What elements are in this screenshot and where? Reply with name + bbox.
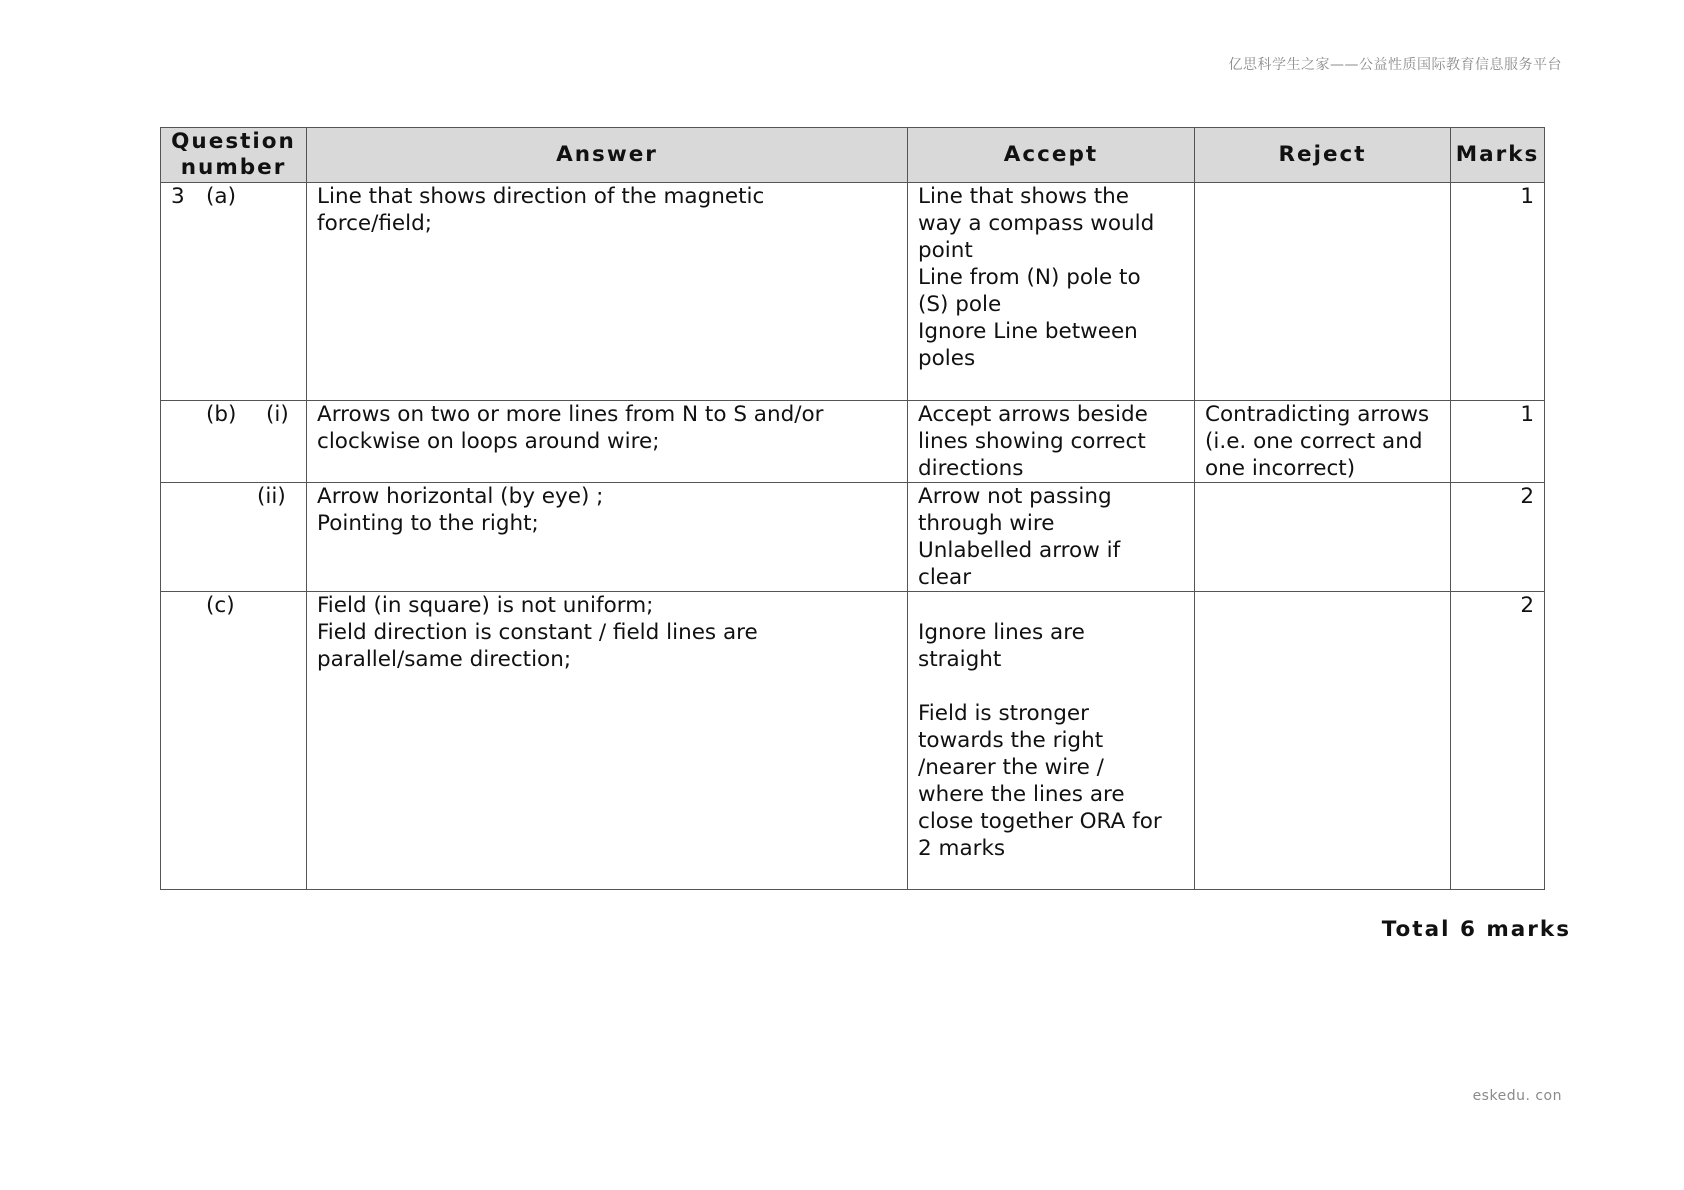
accept-line: towards the right <box>918 728 1104 753</box>
blank-line <box>918 592 1184 619</box>
question-part-label: (c) <box>206 593 235 618</box>
accept-line: close together ORA for <box>918 809 1162 834</box>
reject-cell <box>1195 592 1451 890</box>
question-number-header <box>161 128 307 183</box>
answer-header: Answer <box>307 128 908 183</box>
site-header-text: 亿思科学生之家——公益性质国际教育信息服务平台 <box>1228 57 1562 73</box>
marks-cell: 2 <box>1451 483 1545 592</box>
accept-cell <box>908 483 1195 592</box>
table-row <box>161 183 1545 401</box>
accept-line: where the lines are <box>918 782 1125 807</box>
reject-cell <box>1195 483 1451 592</box>
accept-line: Ignore Line between <box>918 319 1138 344</box>
accept-line: through wire <box>918 511 1055 536</box>
accept-line: way a compass would <box>918 211 1155 236</box>
question-main-number: 3 <box>171 184 185 209</box>
answer-line: Line that shows direction of the magnetic <box>317 184 765 209</box>
answer-line: Pointing to the right; <box>317 511 539 536</box>
accept-line: 2 marks <box>918 836 1006 861</box>
accept-line: lines showing correct <box>918 429 1146 454</box>
answer-line: clockwise on loops around wire; <box>317 429 660 454</box>
question-header-line: Question <box>171 129 296 154</box>
marks-cell: 1 <box>1451 401 1545 483</box>
blank-line <box>918 673 1184 700</box>
question-number-cell <box>161 183 307 401</box>
answer-line: Arrow horizontal (by eye) ; <box>317 484 604 509</box>
site-footer-text: eskedu. con <box>1472 1088 1562 1104</box>
accept-line: point <box>918 238 973 263</box>
accept-line: /nearer the wire / <box>918 755 1104 780</box>
header-row <box>161 128 1545 183</box>
question-number-cell <box>161 592 307 890</box>
question-number-cell <box>161 401 307 483</box>
accept-line: poles <box>918 346 976 371</box>
accept-line: (S) pole <box>918 292 1002 317</box>
reject-cell <box>1195 401 1451 483</box>
answer-line: force/field; <box>317 211 433 236</box>
question-subpart-label: (i) <box>266 402 289 427</box>
question-part-label: (a) <box>206 184 236 209</box>
answer-line: Field direction is constant / field lines are <box>317 620 758 645</box>
reject-line: (i.e. one correct and <box>1205 429 1423 454</box>
total-marks: Total 6 marks <box>1381 917 1571 942</box>
table-row <box>161 483 1545 592</box>
reject-cell <box>1195 183 1451 401</box>
accept-line: Field is stronger <box>918 701 1089 726</box>
question-subpart-label: (ii) <box>257 484 286 509</box>
accept-line: Ignore lines are <box>918 620 1085 645</box>
reject-line: one incorrect) <box>1205 456 1356 481</box>
answer-cell <box>307 183 908 401</box>
accept-cell <box>908 183 1195 401</box>
accept-line: Unlabelled arrow if <box>918 538 1121 563</box>
question-part-label: (b) <box>206 402 237 427</box>
marks-header: Marks <box>1451 128 1545 183</box>
accept-line: directions <box>918 456 1024 481</box>
marks-cell: 2 <box>1451 592 1545 890</box>
accept-line: Line that shows the <box>918 184 1130 209</box>
answer-line: parallel/same direction; <box>317 647 572 672</box>
reject-header: Reject <box>1195 128 1451 183</box>
answer-line: Field (in square) is not uniform; <box>317 593 654 618</box>
answer-line: Arrows on two or more lines from N to S and/or <box>317 402 824 427</box>
accept-cell <box>908 401 1195 483</box>
answer-cell <box>307 483 908 592</box>
accept-line: Arrow not passing <box>918 484 1112 509</box>
table-row <box>161 592 1545 890</box>
accept-header: Accept <box>908 128 1195 183</box>
number-header-line: number <box>180 155 287 180</box>
question-number-cell <box>161 483 307 592</box>
accept-line: clear <box>918 565 972 590</box>
accept-line: Line from (N) pole to <box>918 265 1141 290</box>
answer-cell <box>307 592 908 890</box>
answer-cell <box>307 401 908 483</box>
accept-line: Accept arrows beside <box>918 402 1148 427</box>
reject-line: Contradicting arrows <box>1205 402 1430 427</box>
accept-line: straight <box>918 647 1002 672</box>
mark-scheme-table <box>160 127 1545 890</box>
marks-cell: 1 <box>1451 183 1545 401</box>
accept-cell <box>908 592 1195 890</box>
table-row <box>161 401 1545 483</box>
